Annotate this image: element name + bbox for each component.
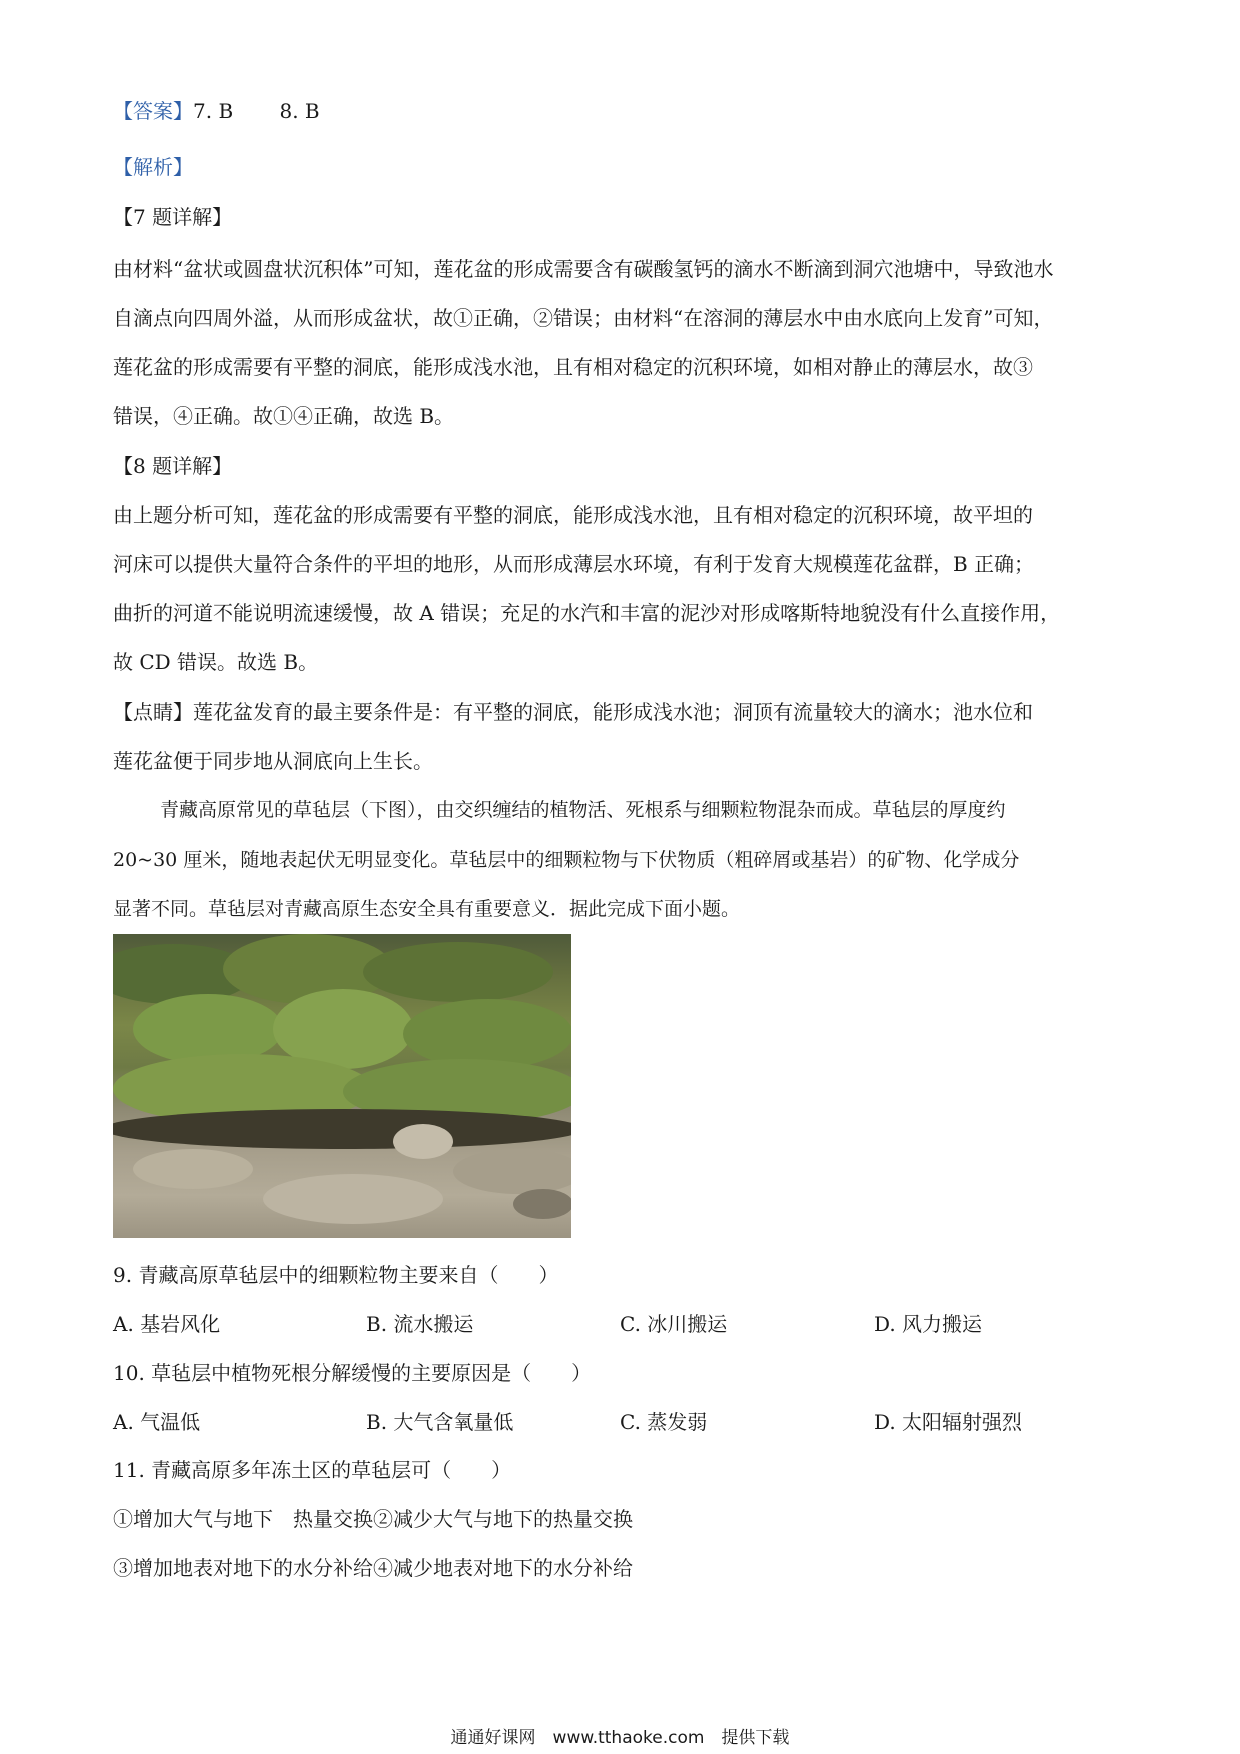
q7-detail-line: 自滴点向四周外溢，从而形成盆状，故①正确，②错误；由材料“在溶洞的薄层水中由水底向上发育”可知，: [113, 306, 1054, 330]
answer-items: 7. B 8. B: [193, 99, 320, 123]
answer-line: [113, 98, 1130, 124]
question-9-stem: 9. 青藏高原草毡层中的细颗粒物主要来自（ ）: [113, 1263, 559, 1287]
question-10-option-d[interactable]: D. 太阳辐射强烈: [874, 1410, 1023, 1434]
question-9-option-a[interactable]: A. 基岩风化: [113, 1312, 221, 1336]
question-10-option-a[interactable]: A. 气温低: [113, 1410, 201, 1434]
material-line: 青藏高原常见的草毡层（下图），由交织缠结的植物活、死根系与细颗粒物混杂而成。草毡层的厚度约: [160, 799, 1006, 821]
grass-mat-layer-photo: [113, 934, 571, 1238]
question-9-option-c[interactable]: C. 冰川搬运: [620, 1312, 728, 1336]
q7-detail-header: 【7 题详解】: [113, 205, 233, 229]
comment-line: 【点睛】莲花盆发育的最主要条件是：有平整的洞底，能形成浅水池；洞顶有流量较大的滴水；池水位和: [113, 700, 1033, 724]
question-9-option-d[interactable]: D. 风力搬运: [874, 1312, 983, 1336]
q8-detail-header: 【8 题详解】: [113, 454, 233, 478]
question-10-option-c[interactable]: C. 蒸发弱: [620, 1410, 708, 1434]
question-10-stem: 10. 草毡层中植物死根分解缓慢的主要原因是（ ）: [113, 1361, 592, 1385]
material-line: 显著不同。草毡层对青藏高原生态安全具有重要意义．据此完成下面小题。: [113, 898, 741, 920]
comment-line: 莲花盆便于同步地从洞底向上生长。: [113, 749, 433, 773]
q8-detail-line: 故 CD 错误。故选 B。: [113, 650, 319, 674]
q8-detail-line: 曲折的河道不能说明流速缓慢，故 A 错误；充足的水汽和丰富的泥沙对形成喀斯特地貌没有什么直接作用，: [113, 601, 1061, 625]
answer-tag: 【答案】: [113, 99, 193, 123]
question-10-option-b[interactable]: B. 大气含氧量低: [366, 1410, 514, 1434]
q8-detail-line: 由上题分析可知，莲花盆的形成需要有平整的洞底，能形成浅水池，且有相对稳定的沉积环境，故平坦的: [113, 503, 1033, 527]
footer-source: 通通好课网 www.tthaoke.com 提供下载: [450, 1728, 790, 1748]
q7-detail-line: 由材料“盆状或圆盘状沉积体”可知，莲花盆的形成需要含有碳酸氢钙的滴水不断滴到洞穴池塘中，导致池水: [113, 257, 1054, 281]
material-line: 20~30 厘米，随地表起伏无明显变化。草毡层中的细颗粒物与下伏物质（粗碎屑或基岩）的矿物、化学成分: [113, 849, 1020, 871]
question-11-statement: ③增加地表对地下的水分补给④减少地表对地下的水分补给: [113, 1556, 633, 1580]
question-11-stem: 11. 青藏高原多年冻土区的草毡层可（ ）: [113, 1458, 512, 1482]
q7-detail-line: 错误，④正确。故①④正确，故选 B。: [113, 404, 455, 428]
question-11-statement: ①增加大气与地下 热量交换②减少大气与地下的热量交换: [113, 1507, 633, 1531]
q7-detail-line: 莲花盆的形成需要有平整的洞底，能形成浅水池，且有相对稳定的沉积环境，如相对静止的薄层水，故③: [113, 355, 1033, 379]
q8-detail-line: 河床可以提供大量符合条件的平坦的地形，从而形成薄层水环境，有利于发育大规模莲花盆群，B 正确；: [113, 552, 1035, 576]
question-9-option-b[interactable]: B. 流水搬运: [366, 1312, 474, 1336]
analysis-tag: 【解析】: [113, 155, 193, 179]
